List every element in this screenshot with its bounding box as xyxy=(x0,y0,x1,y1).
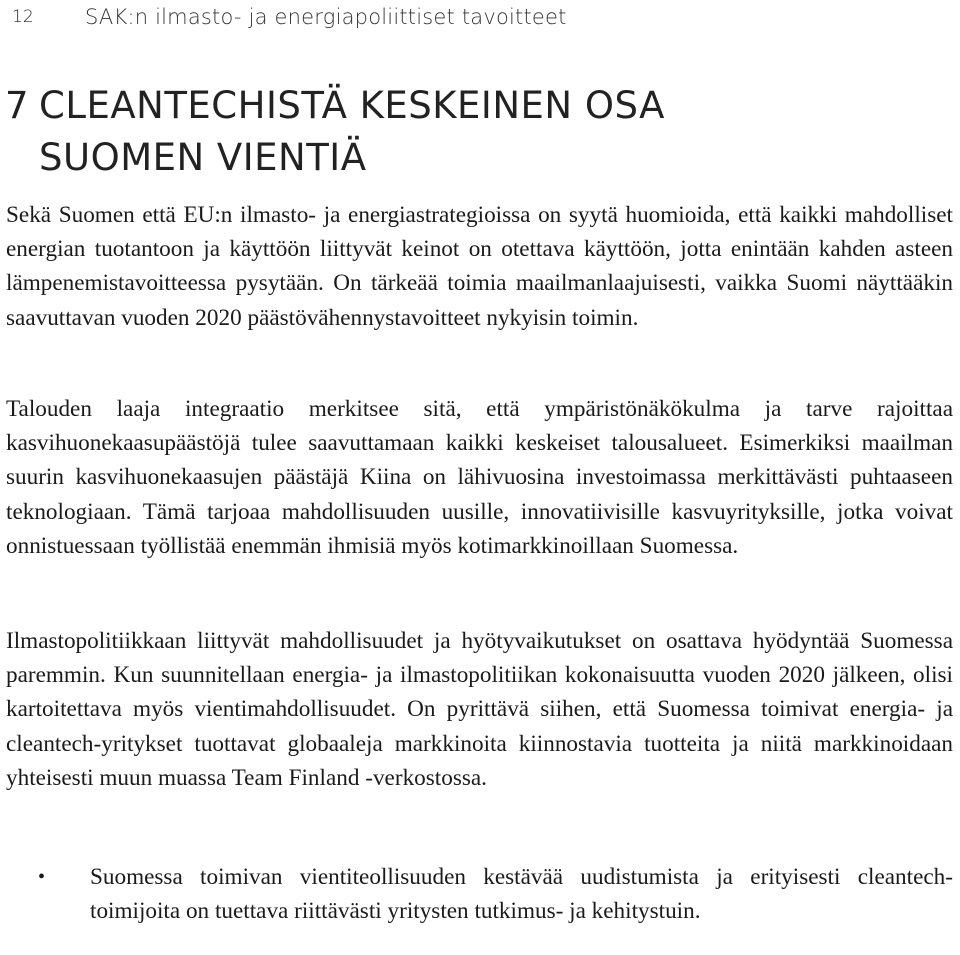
chapter-number: 7 xyxy=(5,84,30,127)
bullet-text: Suomessa toimivan vientiteollisuuden kestävää uudistumista ja erityisesti cleantech-toimijoita on tuettava riittävästi yritysten tutkimus- ja kehitystuin. xyxy=(90,864,953,925)
running-header xyxy=(12,2,567,32)
bullet-list-item xyxy=(38,860,953,928)
paragraph: Talouden laaja integraatio merkitsee sitä, että ympäristönäkökulma ja tarve rajoittaa kasvihuonekaasupäästöjä tulee saavuttamaan kaikki keskeiset talousalueet. Esimerkiksi maailman suurin kasvihuonekaasujen päästäjä Kiina on lähivuosina investoimassa merkittävästi puhtaaseen teknologiaan. Tämä tarjoaa mahdollisuuden uusille, innovatiivisille kasvuyrityksille, jotka voivat onnistuessaan työllistää enemmän ihmisiä myös kotimarkkinoillaan Suomessa. xyxy=(6,396,953,559)
bullet-icon: • xyxy=(38,866,46,888)
chapter-title-line2: SUOMEN VIENTIÄ xyxy=(39,136,367,179)
chapter-heading xyxy=(5,80,905,184)
chapter-title-line1: CLEANTECHISTÄ KESKEINEN OSA xyxy=(39,84,665,127)
paragraph: Ilmastopolitiikkaan liittyvät mahdollisuudet ja hyötyvaikutukset on osattava hyödyntää Suomessa paremmin. Kun suunnitellaan energia- ja ilmastopolitiikan kokonaisuutta vuoden 2020 jälkeen, olisi kartoitettava myös vientimahdollisuudet. On pyrittävä siihen, että Suomessa toimivat energia- ja cleantech-yritykset tuottavat globaaleja markkinoita kiinnostavia tuotteita ja niitä markkinoidaan yhteisesti muun muassa Team Finland -verkostossa. xyxy=(6,628,953,791)
page-number: 12 xyxy=(12,7,34,27)
paragraph: Sekä Suomen että EU:n ilmasto- ja energiastrategioissa on syytä huomioida, että kaikki mahdolliset energian tuotantoon ja käyttöön liittyvät keinot on otettava käyttöön, jotta enintään kahden asteen lämpenemistavoitteessa pysytään. On tärkeää toimia maailmanlaajuisesti, vaikka Suomi näyttääkin saavuttavan vuoden 2020 päästövähennystavoitteet nykyisin toimin. xyxy=(6,202,953,331)
running-title: SAK:n ilmasto- ja energiapoliittiset tavoitteet xyxy=(85,5,567,29)
